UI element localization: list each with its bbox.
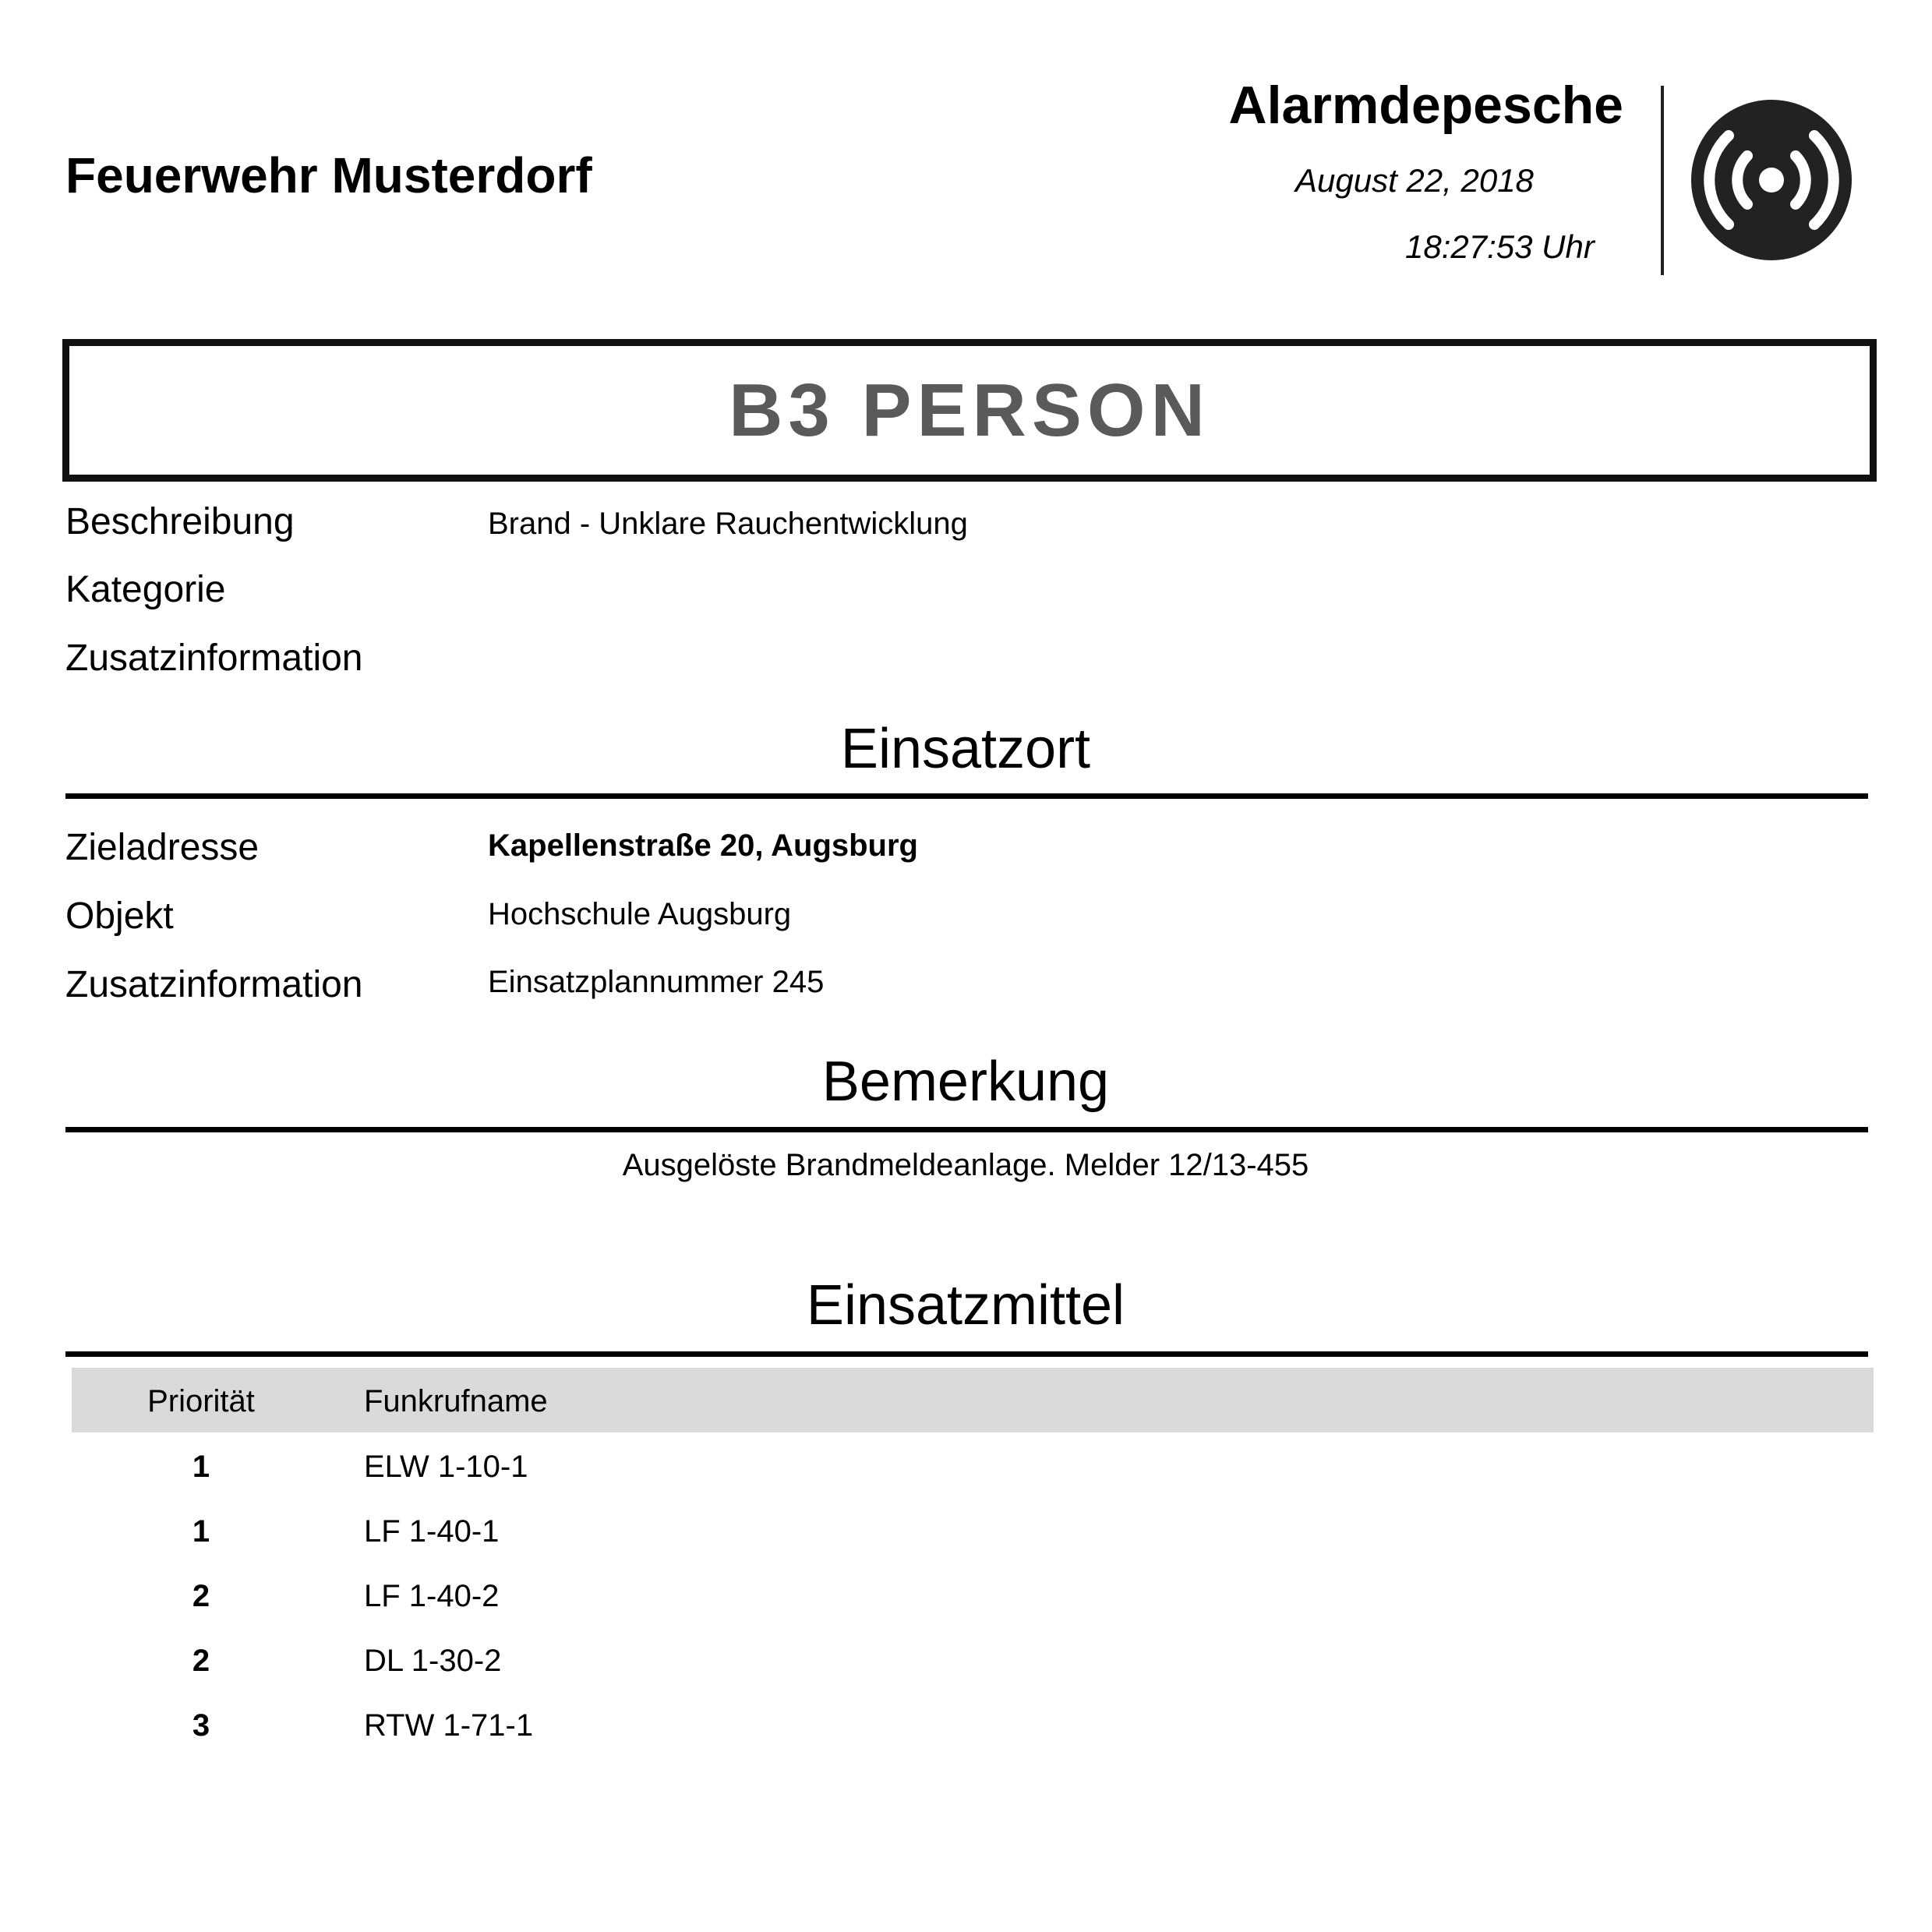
row-priority: 1	[192, 1450, 210, 1484]
row-callsign: DL 1-30-2	[364, 1644, 502, 1678]
row-callsign: LF 1-40-1	[364, 1514, 500, 1549]
location-heading: Einsatzort	[840, 718, 1091, 780]
row-priority: 2	[192, 1644, 210, 1678]
row-callsign: ELW 1-10-1	[364, 1450, 528, 1484]
address-value: Kapellenstraße 20, Augsburg	[488, 828, 918, 863]
object-label: Objekt	[65, 895, 174, 937]
remark-rule	[65, 1127, 1868, 1132]
location-additional-value: Einsatzplannummer 245	[488, 965, 825, 999]
address-label: Zieladresse	[65, 827, 260, 868]
keyword-box	[62, 339, 1877, 482]
location-rule	[65, 793, 1868, 799]
row-callsign: LF 1-40-2	[364, 1579, 500, 1613]
document-title: Alarmdepesche	[1228, 76, 1623, 135]
object-value: Hochschule Augsburg	[488, 897, 792, 931]
remark-heading: Bemerkung	[821, 1051, 1110, 1113]
row-priority: 1	[192, 1514, 210, 1549]
column-header-callsign: Funkrufname	[364, 1384, 548, 1418]
resources-rule	[65, 1351, 1868, 1357]
column-header-priority: Priorität	[147, 1384, 255, 1418]
row-priority: 3	[192, 1708, 210, 1743]
remark-text: Ausgelöste Brandmeldeanlage. Melder 12/13-455	[622, 1148, 1309, 1182]
description-label: Beschreibung	[65, 501, 295, 542]
alarm-date: August 22, 2018	[1295, 162, 1534, 199]
category-label: Kategorie	[65, 569, 226, 610]
alarm-time: 18:27:53 Uhr	[1405, 228, 1595, 265]
description-value: Brand - Unklare Rauchentwicklung	[488, 507, 968, 541]
location-additional-label: Zusatzinformation	[65, 964, 363, 1005]
alarm-keyword: B3 PERSON	[729, 368, 1210, 452]
organization-name: Feuerwehr Musterdorf	[65, 147, 592, 203]
incident-additional-label: Zusatzinformation	[65, 638, 363, 679]
header-divider	[1661, 86, 1664, 275]
radio-broadcast-icon	[1691, 100, 1852, 260]
resources-heading: Einsatzmittel	[806, 1274, 1125, 1337]
resources-table-header	[72, 1368, 1874, 1432]
row-callsign: RTW 1-71-1	[364, 1708, 534, 1743]
row-priority: 2	[192, 1579, 210, 1613]
